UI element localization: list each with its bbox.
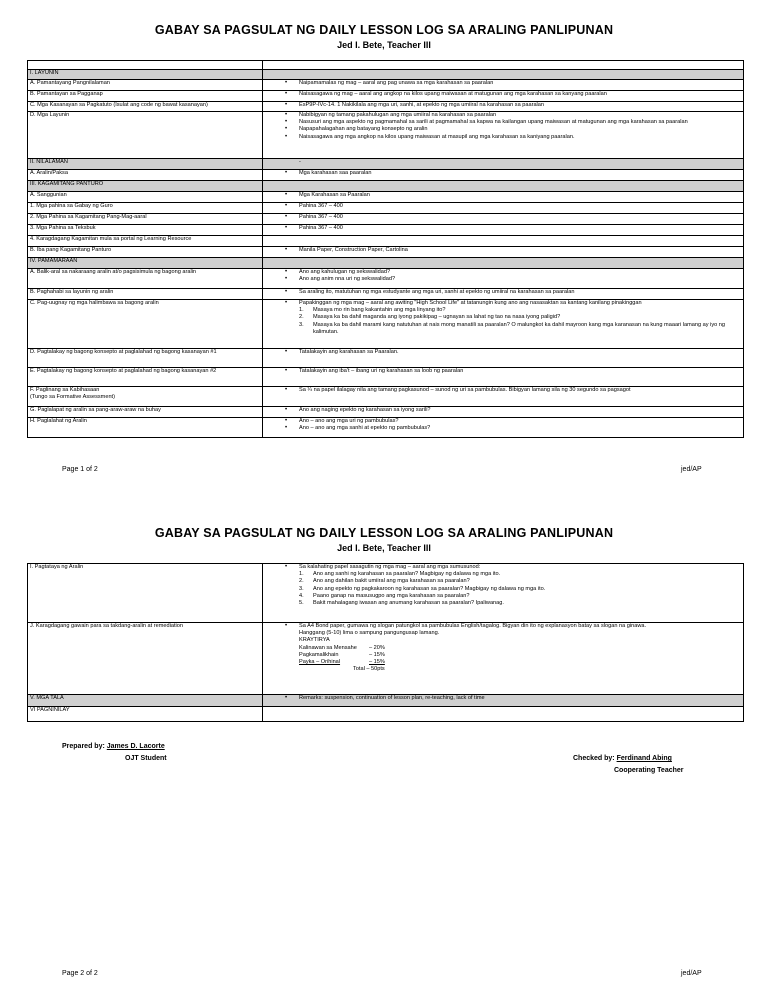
- bullet-item: • Nasusuri ang mga aspekto ng pagmamahal sa sarili at pagmamahal sa kapwa na kailangan upang maiwasan at matugunan ang mga karahasan sa paaralan: [299, 119, 741, 126]
- numbered-list: [265, 571, 741, 607]
- table-row: [28, 159, 744, 170]
- table-row: [28, 192, 744, 203]
- row-label: C. Mga Kasanayan sa Pagkatuto (Isulat ang code ng bawat kasanayan): [30, 102, 208, 108]
- row-label-cell: [28, 247, 263, 258]
- row-label: A. Aralin/Paksa: [30, 170, 68, 176]
- bullet-item: • Naipamamalas ng mag – aaral ang pag unawa sa mga karahasan sa paaralan: [299, 80, 741, 87]
- numbered-item: [299, 314, 741, 321]
- row-content-cell: [263, 349, 744, 368]
- bullet-item: • Papakinggan ng mga mag – aaral ang awiting "High School Life" at tatanungin kung ano ang nasasaktan sa kantang kanilang pinakinggan: [299, 300, 741, 307]
- bullet-item: • Sa A4 Bond paper, gumawa ng slogan patungkol sa pambubulas English/tagalog. Bigyan din ito ng explanasyon batay sa slogan na ginawa.: [299, 623, 741, 630]
- row-label-cell: [28, 80, 263, 91]
- item-number: 3.: [299, 321, 304, 328]
- bullet-list: [265, 407, 741, 414]
- row-content-cell: [263, 695, 744, 707]
- row-label: 4. Karagdagang Kagamitan mula sa portal ng Learning Resource: [30, 236, 192, 242]
- row-label-cell: [28, 236, 263, 247]
- page-2: [0, 503, 768, 1006]
- row-label-cell: [28, 203, 263, 214]
- bullet-list: [265, 695, 741, 702]
- item-number: 1.: [299, 571, 304, 578]
- row-label: II. NILALAMAN: [30, 159, 68, 165]
- item-number: 2.: [299, 314, 304, 321]
- row-content-cell: [263, 192, 744, 203]
- bullet-list: [265, 91, 741, 98]
- row-content-cell: [263, 170, 744, 181]
- table-row: [28, 269, 744, 289]
- row-content-cell: [263, 368, 744, 387]
- table-row: [28, 300, 744, 349]
- table-row: [28, 80, 744, 91]
- row-label: 1. Mga pahina sa Gabay ng Guro: [30, 203, 113, 209]
- row-content-cell: [263, 102, 744, 112]
- table-row: [28, 564, 744, 623]
- table-row: [28, 91, 744, 102]
- numbered-item-text: Ano ang dahilan bakit umiiral ang mga karahasan sa paaralan?: [313, 578, 470, 585]
- bullet-item: • Manila Paper, Construction Paper, Cartolina: [299, 247, 741, 254]
- bullet-item: • Tatalakayin ang iba't – ibang uri ng karahasan sa loob ng paaralan: [299, 368, 741, 375]
- table-row: [28, 170, 744, 181]
- row-content-cell: [263, 203, 744, 214]
- item-number: 1.: [299, 307, 304, 314]
- row-label-cell: [28, 300, 263, 349]
- row-content-cell: [263, 70, 744, 80]
- numbered-item-text: Bakit mahalagang iwasan ang anumang karahasan sa paaralan? Ipaliwanag.: [313, 600, 504, 607]
- table-row: [28, 349, 744, 368]
- bullet-item: • Ano ang kahulugan ng sekswalidad?: [299, 269, 741, 276]
- row-content-cell: [263, 564, 744, 623]
- row-label: F. Paglinang sa Kabihasaan: [30, 387, 100, 393]
- row-label: D. Pagtalakay ng bagong konsepto at paglalahad ng bagong kasanayan #1: [30, 349, 217, 355]
- bullet-item: • Ano ang anim nna uri ng sekswalidad?: [299, 276, 741, 283]
- row-label-cell: [28, 349, 263, 368]
- row-label-cell: [28, 695, 263, 707]
- bullet-item: • Ano – ano ang mga uri ng pambubulas?: [299, 418, 741, 425]
- bullet-item: • Ano – ano ang mga sanhi at epekto ng pambubulas?: [299, 425, 741, 432]
- bullet-list: [265, 247, 741, 254]
- row-label: I. Pagtataya ng Aralin: [30, 564, 84, 570]
- bullet-item: • Sa araling ito, matutuhan ng mga estudyante ang mga uri, sanhi at epekto ng umiiral na karahasan sa paaralan: [299, 289, 741, 296]
- row-content-cell: [263, 407, 744, 418]
- table-row: [28, 407, 744, 418]
- criteria-weight: – 15%: [369, 659, 385, 666]
- page-1-footer-code: jed/AP: [681, 466, 702, 473]
- bullet-item: • EsP9P-IVc-14. 1 Nakikilala ang mga uri, sanhi, at epekto ng mga umiiral na karahasan sa paaralan: [299, 102, 741, 109]
- row-label: D. Mga Layunin: [30, 112, 70, 118]
- criteria-name: Payka – Orihinal: [299, 659, 341, 666]
- bullet-list: [265, 102, 741, 109]
- page-2-footer-code: jed/AP: [681, 970, 702, 977]
- bullet-list: [265, 170, 741, 177]
- numbered-list: [265, 307, 741, 336]
- numbered-item-text: Ano ang sanhi ng karahasan sa paaralan? Magbigay ng dalawa ng mga ito.: [313, 571, 501, 578]
- checked-by-label: Checked by:: [573, 755, 615, 762]
- table-row: [28, 289, 744, 300]
- bullet-item: • Napapahalagahan ang batayang konsepto ng aralin: [299, 126, 741, 133]
- numbered-item-text: Masaya ka ba dahil marami kang natutuhan at nais mong manatili sa paaralan? O malungkot ka dahil mayroon kang mga karanasan na kung maaari lamang ay iyo ng kalimutan.: [313, 321, 726, 335]
- row-label-cell: [28, 70, 263, 80]
- numbered-item: [299, 307, 741, 314]
- criteria-row: [299, 652, 741, 659]
- numbered-item: [299, 585, 741, 593]
- table-row: [28, 102, 744, 112]
- row-content-cell: [263, 269, 744, 289]
- item-number: 3.: [299, 585, 304, 592]
- bullet-list: [265, 623, 741, 630]
- row-label-cell: [28, 170, 263, 181]
- row-label-cell: [28, 91, 263, 102]
- bullet-list: [265, 418, 741, 432]
- row-content-cell: [263, 258, 744, 269]
- row-content-cell: [263, 236, 744, 247]
- extra-line: Hanggang (5-10) lima o sampung pangungusap lamang.: [299, 630, 440, 637]
- bullet-item: • Ano ang naging epekto ng karahasan sa iyong sarili?: [299, 407, 741, 414]
- table-row: [28, 203, 744, 214]
- table-row: [28, 214, 744, 225]
- bullet-item: • Mga Karahasan sa Paaralan: [299, 192, 741, 199]
- row-label: 2. Mga Pahina sa Kagamitang Pang-Mag-aaral: [30, 214, 147, 220]
- page-1-subtitle: Jed I. Bete, Teacher III: [337, 40, 431, 50]
- bullet-list: [265, 214, 741, 221]
- row-label: I. LAYUNIN: [30, 70, 59, 76]
- row-label-cell: [28, 258, 263, 269]
- row-label-cell: [28, 192, 263, 203]
- criteria-total: Total – 50pts: [353, 666, 385, 673]
- bullet-item: • Pahina 367 – 400: [299, 214, 741, 221]
- prepared-by-role: OJT Student: [125, 755, 167, 762]
- row-label-cell: [28, 564, 263, 623]
- row-label: III. KAGAMITANG PANTURO: [30, 181, 104, 187]
- bullet-item: • Remarks: suspension, continuation of lesson plan, re-teaching, lack of time: [299, 695, 741, 702]
- numbered-item-text: Paano ganap na masusugpo ang mga karahasan sa paaralan?: [313, 592, 470, 599]
- row-label: A. Balik-aral sa nakaraang aralin at/o pagsisimula ng bagong aralin: [30, 269, 197, 275]
- row-label-cell: [28, 214, 263, 225]
- row-label-cell: [28, 181, 263, 192]
- row-label-cell: [28, 102, 263, 112]
- row-dash: -: [299, 159, 301, 165]
- criteria-weight: – 20%: [369, 644, 385, 651]
- bullet-list: [265, 300, 741, 307]
- row-content-cell: [263, 418, 744, 438]
- table-row: [28, 707, 744, 722]
- numbered-item-text: Masaya mo rin bang kakantahin ang mga linyang ito?: [313, 307, 446, 314]
- bullet-item: • Sa kalahating papel sasagutin ng mga mag – aaral ang mga sumusunod:: [299, 564, 741, 571]
- criteria-name: Kalinawan sa Mensahe: [299, 644, 357, 651]
- numbered-item-text: Masaya ka ba dahil maganda ang iyong pakikipag – ugnayan sa lahat ng tao na nasa iyong paligid?: [313, 314, 561, 321]
- row-label-cell: [28, 112, 263, 159]
- table-row: [28, 418, 744, 438]
- bullet-item: • Sa ¼ na papel ilalagay nila ang tamang pagkasunod – sunod ng uri sa pambubulas. Bibigyan lamang sila ng 30 segundo sa pagsagot: [299, 387, 741, 394]
- numbered-item: [299, 321, 741, 336]
- row-label: C. Pag-uugnay ng mga halimbawa sa bagong aralin: [30, 300, 159, 306]
- numbered-item: [299, 578, 741, 585]
- row-label-cell: [28, 623, 263, 695]
- row-label-cell: [28, 269, 263, 289]
- lesson-table-page-2: [27, 563, 744, 722]
- row-label: A. Pamantayang Pangnilalaman: [30, 80, 110, 86]
- table-row: [28, 70, 744, 80]
- bullet-item: • Tatalakayin ang karahasan sa Paaralan.: [299, 349, 741, 356]
- numbered-item: [299, 571, 741, 578]
- row-content-cell: [263, 387, 744, 407]
- page-2-number: Page 2 of 2: [62, 970, 98, 977]
- checked-by: [573, 755, 672, 762]
- row-label: B. Paghahabi sa layunin ng aralin: [30, 289, 114, 295]
- criteria-weight: – 15%: [369, 651, 385, 658]
- row-label: 3. Mga Pahina sa Teksbuk: [30, 225, 96, 231]
- bullet-list: [265, 192, 741, 199]
- prepared-by-label: Prepared by:: [62, 743, 105, 750]
- table-row: [28, 623, 744, 695]
- row-label: B. Pamantayan sa Pagganap: [30, 91, 103, 97]
- row-label-cell: [28, 225, 263, 236]
- checked-by-role: Cooperating Teacher: [614, 767, 684, 774]
- bullet-item: • Naisasagawa ang mga angkop na kilos upang maiwasan at masupil ang mga karahasan sa kaniyang paaralan.: [299, 134, 741, 141]
- row-label-cell: [28, 159, 263, 170]
- row-content-cell: [263, 225, 744, 236]
- row-label: H. Paglalahat ng Aralin: [30, 418, 87, 424]
- row-label-note: (Tungo sa Formative Assessment): [30, 394, 115, 401]
- bullet-item: • Pahina 367 – 400: [299, 203, 741, 210]
- bullet-list: [265, 112, 741, 141]
- bullet-list: [265, 368, 741, 375]
- criteria-list: [265, 645, 741, 674]
- row-label: G. Paglalapat ng aralin sa pang-araw-araw na buhay: [30, 407, 161, 413]
- bullet-item: • Nabibigyan ng tamang pakahulugan ang mga umiiral na karahasan sa paaralan: [299, 112, 741, 119]
- prepared-by-name: James D. Lacorte: [106, 743, 165, 750]
- row-content-cell: [263, 289, 744, 300]
- bullet-list: [265, 387, 741, 394]
- bullet-list: [265, 225, 741, 232]
- table-row: [28, 247, 744, 258]
- row-label: B. Iba pang Kagamitang Panturo: [30, 247, 112, 253]
- row-content-cell: [263, 623, 744, 695]
- row-content-cell: [263, 159, 744, 170]
- row-content-cell: [263, 214, 744, 225]
- item-number: 2.: [299, 578, 304, 585]
- row-label: J. Karagdagang gawain para sa takdang-aralin at remediation: [30, 623, 183, 629]
- numbered-item: [299, 592, 741, 600]
- row-label-cell: [28, 289, 263, 300]
- numbered-item-text: Ano ang epekto ng pagkakaroon ng karahasan sa paaralan? Magbigay ng dalawa ng mga ito.: [313, 585, 546, 592]
- row-label: E. Pagtalakay ng bagong konsepto at paglalahad ng bagong kasanayan #2: [30, 368, 217, 374]
- bullet-list: [265, 564, 741, 571]
- row-label-cell: [28, 387, 263, 407]
- numbered-item: [299, 600, 741, 607]
- row-content-cell: [263, 300, 744, 349]
- checked-by-name: Ferdinand Abing: [616, 755, 672, 762]
- row-label: V. MGA TALA: [30, 695, 64, 701]
- lesson-table-page-1: [27, 60, 744, 438]
- bullet-list: [265, 203, 741, 210]
- table-row: [28, 112, 744, 159]
- row-label-cell: [28, 418, 263, 438]
- row-label-cell: [28, 407, 263, 418]
- criteria-name: Pagkamalikhain: [299, 651, 339, 658]
- bullet-list: [265, 80, 741, 87]
- page-2-title: GABAY SA PAGSULAT NG DAILY LESSON LOG SA ARALING PANLIPUNAN: [154, 526, 614, 540]
- prepared-by: [62, 743, 165, 750]
- bullet-list: [265, 289, 741, 296]
- item-number: 5.: [299, 600, 304, 607]
- row-label-cell: [28, 368, 263, 387]
- item-number: 4.: [299, 592, 304, 599]
- table-row: [28, 181, 744, 192]
- bullet-item: • Mga karahasan saa paaralan: [299, 170, 741, 177]
- row-label: VI PAGNINILAY: [30, 707, 70, 713]
- page-1-number: Page 1 of 2: [62, 466, 98, 473]
- table-row: [28, 258, 744, 269]
- row-label: IV. PAMAMARAAN: [30, 258, 78, 264]
- table-row: [28, 695, 744, 707]
- row-label-cell: [28, 707, 263, 722]
- row-content-cell: [263, 707, 744, 722]
- bullet-list: [265, 269, 741, 283]
- extra-line: KRAYTIRYA: [299, 637, 330, 644]
- row-content-cell: [263, 80, 744, 91]
- row-content-cell: [263, 91, 744, 102]
- row-content-cell: [263, 181, 744, 192]
- table-row: [28, 387, 744, 407]
- table-row: [28, 225, 744, 236]
- criteria-row: [299, 659, 741, 666]
- page-1-title: GABAY SA PAGSULAT NG DAILY LESSON LOG SA ARALING PANLIPUNAN: [154, 23, 614, 37]
- bullet-item: • Naisasagawa ng mag – aaral ang angkop na kilos upang maiwasan at matugunan ang mga karahasan sa kanyang paaralan: [299, 91, 741, 98]
- criteria-row: [299, 645, 741, 652]
- row-content-cell: [263, 247, 744, 258]
- row-content-cell: [263, 112, 744, 159]
- table-row: [28, 236, 744, 247]
- bullet-item: • Pahina 367 – 400: [299, 225, 741, 232]
- table-row: [28, 368, 744, 387]
- bullet-list: [265, 349, 741, 356]
- page-2-subtitle: Jed I. Bete, Teacher III: [337, 543, 431, 553]
- row-label: A. Sanggunian: [30, 192, 67, 198]
- table-header-row: [28, 61, 744, 70]
